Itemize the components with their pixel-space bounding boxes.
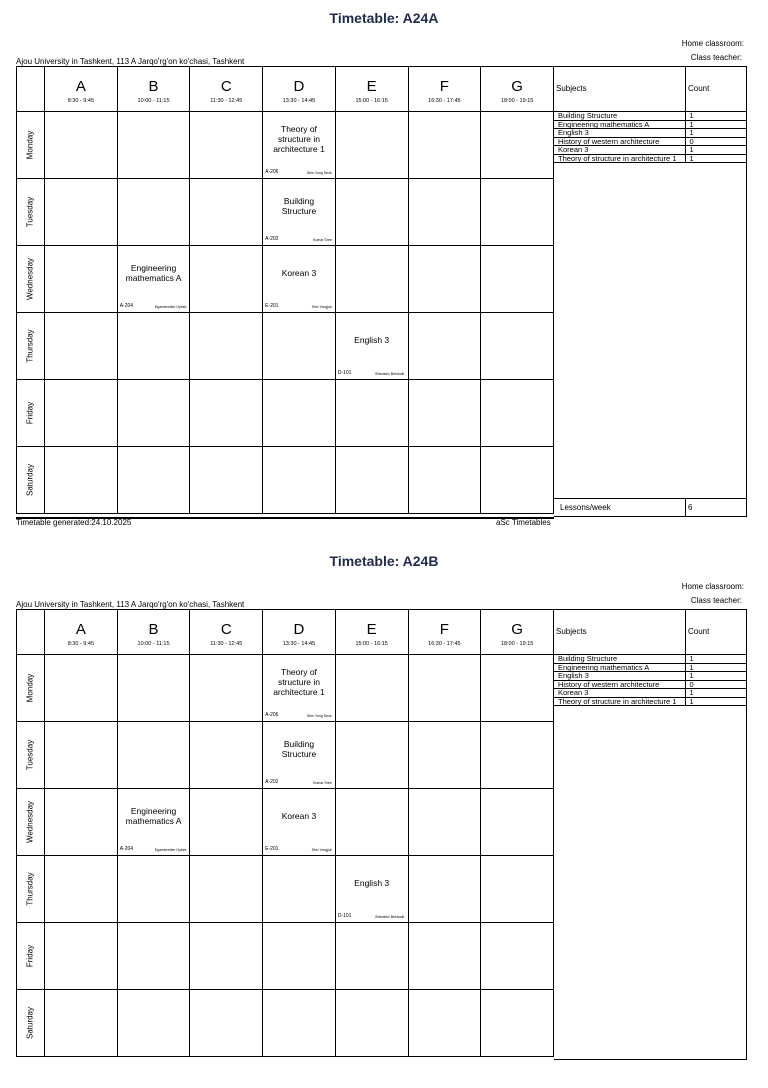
lesson-subject: English 3 — [354, 335, 390, 345]
period-time: 18:00 - 19:15 — [500, 98, 534, 104]
subject-row — [554, 154, 746, 163]
subjects-header: Subjects — [556, 84, 587, 93]
subject-count: 1 — [685, 129, 746, 138]
period-time: 13:30 - 14:45 — [282, 641, 316, 647]
lesson-card[interactable] — [263, 789, 336, 856]
subject-name: Korean 3 — [554, 689, 685, 698]
period-header-row — [17, 67, 554, 112]
lesson-card[interactable] — [263, 655, 336, 722]
slot-cell — [45, 246, 118, 313]
slot-cell — [190, 990, 263, 1057]
day-row-monday — [17, 112, 554, 179]
slot-cell — [408, 179, 481, 246]
subject-row — [554, 112, 746, 120]
slot-cell — [45, 179, 118, 246]
slot-cell — [263, 856, 336, 923]
subject-name: English 3 — [554, 672, 685, 681]
slot-cell — [45, 112, 118, 179]
slot-cell — [117, 722, 190, 789]
slot-cell — [263, 380, 336, 447]
period-time: 11:30 - 12:45 — [210, 641, 243, 647]
slot-cell — [117, 313, 190, 380]
period-e — [335, 610, 408, 655]
lesson-teacher: Shin Yongjuk — [311, 848, 332, 852]
subject-name: History of western architecture — [554, 680, 685, 689]
slot-cell — [335, 112, 408, 179]
day-row-wednesday — [17, 789, 554, 856]
software-credit: aSc Timetables — [496, 518, 551, 527]
lesson-room: D-101 — [337, 370, 352, 376]
lesson-room: A-202 — [265, 779, 279, 785]
lesson-subject: English 3 — [354, 878, 390, 888]
period-time: 15:00 - 16:15 — [355, 98, 388, 104]
day-label-cell — [17, 789, 45, 856]
slot-cell — [481, 447, 554, 514]
subject-name: Building Structure — [554, 112, 685, 120]
slot-cell — [481, 179, 554, 246]
day-label-cell — [17, 923, 45, 990]
period-letter: C — [220, 621, 232, 638]
day-label-cell — [17, 447, 45, 514]
slot-cell — [117, 990, 190, 1057]
lesson-card[interactable] — [117, 789, 190, 856]
lesson-teacher: Egamberdiev Oybek — [154, 305, 187, 309]
slot-cell — [481, 655, 554, 722]
slot-cell — [117, 923, 190, 990]
subject-count: 1 — [685, 112, 746, 120]
lesson-subject: Korean 3 — [281, 268, 317, 278]
lesson-subject: Building Structure — [281, 739, 317, 759]
period-d — [263, 610, 336, 655]
period-letter: E — [366, 621, 377, 638]
subjects-header: Subjects — [556, 627, 587, 636]
period-c — [190, 610, 263, 655]
day-label: Saturday — [25, 1006, 35, 1040]
lesson-room: A-206 — [265, 169, 279, 175]
day-label-cell — [17, 179, 45, 246]
slot-cell — [45, 313, 118, 380]
period-time: 10:00 - 11:15 — [137, 641, 170, 647]
day-label: Thursday — [25, 329, 35, 363]
slot-cell — [190, 447, 263, 514]
day-row-thursday — [17, 856, 554, 923]
slot-cell — [408, 447, 481, 514]
period-time: 16:30 - 17:45 — [428, 98, 461, 104]
day-row-saturday — [17, 990, 554, 1057]
subject-row — [554, 680, 746, 689]
class-teacher-label: Class teacher: — [690, 53, 742, 62]
lesson-card[interactable] — [263, 112, 336, 179]
period-b — [117, 610, 190, 655]
subject-count: 0 — [685, 680, 746, 689]
lessons-week-value: 6 — [688, 503, 693, 512]
lesson-subject: Building Structure — [281, 196, 317, 216]
period-letter: G — [511, 621, 523, 638]
lesson-room: E-201 — [265, 303, 279, 309]
slot-cell — [408, 990, 481, 1057]
day-label-cell — [17, 856, 45, 923]
lesson-teacher: Egamberdiev Oybek — [154, 848, 187, 852]
slot-cell — [263, 923, 336, 990]
corner-cell — [17, 610, 45, 655]
period-e — [335, 67, 408, 112]
lesson-subject: Korean 3 — [281, 811, 317, 821]
slot-cell — [190, 246, 263, 313]
subject-count: 0 — [685, 137, 746, 146]
day-row-wednesday — [17, 246, 554, 313]
period-time: 10:00 - 11:15 — [137, 98, 170, 104]
slot-cell — [408, 313, 481, 380]
generated-date: Timetable generated:24.10.2025 — [16, 518, 132, 527]
period-letter: D — [293, 621, 305, 638]
slot-cell — [263, 447, 336, 514]
day-row-thursday — [17, 313, 554, 380]
slot-cell — [481, 313, 554, 380]
slot-cell — [263, 313, 336, 380]
lesson-subject: Theory of structure in architecture 1 — [273, 124, 325, 154]
day-label-cell — [17, 722, 45, 789]
subject-row — [554, 663, 746, 672]
subject-row — [554, 655, 746, 663]
lesson-teacher: Kumar Sree — [313, 781, 332, 785]
slot-cell — [45, 722, 118, 789]
slot-cell — [45, 380, 118, 447]
corner-cell — [17, 67, 45, 112]
slot-cell — [335, 179, 408, 246]
lesson-teacher: Shin Yongjuk — [311, 305, 332, 309]
slot-cell — [335, 447, 408, 514]
slot-cell — [45, 655, 118, 722]
day-label-cell — [17, 990, 45, 1057]
lessons-week-label: Lessons/week — [560, 503, 611, 512]
class-teacher-label: Class teacher: — [690, 596, 742, 605]
subjects-panel — [554, 66, 747, 517]
slot-cell — [335, 246, 408, 313]
slot-cell — [190, 923, 263, 990]
period-letter: A — [75, 78, 86, 95]
slot-cell — [45, 856, 118, 923]
slot-cell — [117, 655, 190, 722]
slot-cell — [408, 789, 481, 856]
period-f — [408, 67, 481, 112]
subjects-table — [554, 655, 746, 706]
subject-row — [554, 120, 746, 129]
period-time: 15:00 - 16:15 — [355, 641, 388, 647]
count-header: Count — [688, 627, 710, 636]
day-row-friday — [17, 380, 554, 447]
period-c — [190, 67, 263, 112]
period-a — [45, 67, 118, 112]
subject-name: Theory of structure in architecture 1 — [554, 697, 685, 706]
subject-name: English 3 — [554, 129, 685, 138]
period-time: 16:30 - 17:45 — [428, 641, 461, 647]
slot-cell — [117, 112, 190, 179]
slot-cell — [190, 789, 263, 856]
day-label: Monday — [25, 673, 35, 703]
lesson-subject: Engineering mathematics A — [125, 806, 182, 826]
slot-cell — [335, 923, 408, 990]
subject-count: 1 — [685, 154, 746, 163]
timetable-grid — [16, 609, 554, 1057]
lesson-card[interactable] — [263, 722, 336, 789]
slot-cell — [481, 990, 554, 1057]
slot-cell — [481, 380, 554, 447]
subject-row — [554, 129, 746, 138]
day-label-cell — [17, 112, 45, 179]
slot-cell — [190, 179, 263, 246]
subject-count: 1 — [685, 146, 746, 155]
day-row-tuesday — [17, 179, 554, 246]
slot-cell — [190, 112, 263, 179]
slot-cell — [408, 380, 481, 447]
period-d — [263, 67, 336, 112]
timetable-a24b — [0, 543, 768, 1088]
slot-cell — [408, 246, 481, 313]
lesson-card[interactable] — [335, 856, 408, 923]
day-label-cell — [17, 655, 45, 722]
slot-cell — [408, 923, 481, 990]
subject-count: 1 — [685, 120, 746, 129]
day-label-cell — [17, 313, 45, 380]
subject-count: 1 — [685, 689, 746, 698]
slot-cell — [335, 380, 408, 447]
home-classroom-label: Home classroom: — [681, 39, 744, 48]
day-row-saturday — [17, 447, 554, 514]
period-f — [408, 610, 481, 655]
period-letter: B — [148, 78, 159, 95]
period-header-row — [17, 610, 554, 655]
lesson-teacher: Kumar Sree — [313, 238, 332, 242]
slot-cell — [335, 722, 408, 789]
day-label: Wednesday — [25, 257, 35, 301]
lesson-room: D-101 — [337, 913, 352, 919]
slot-cell — [190, 655, 263, 722]
lesson-room: A-204 — [119, 303, 134, 309]
lesson-teacher: Sheraliev Bekhodir — [375, 372, 405, 376]
subject-row — [554, 146, 746, 155]
lessons-week-row — [554, 498, 746, 517]
slot-cell — [408, 856, 481, 923]
slot-cell — [408, 112, 481, 179]
slot-cell — [481, 112, 554, 179]
subjects-table — [554, 112, 746, 163]
subject-count: 1 — [685, 697, 746, 706]
period-letter: C — [220, 78, 232, 95]
day-label: Thursday — [25, 872, 35, 906]
institution-address: Ajou University in Tashkent, 113 A Jarqo'rg'on ko'chasi, Tashkent — [16, 57, 245, 66]
day-row-tuesday — [17, 722, 554, 789]
subject-count: 1 — [685, 672, 746, 681]
lesson-room: A-206 — [265, 712, 279, 718]
day-label: Wednesday — [25, 800, 35, 844]
lesson-teacher: Shin Yung Seok — [306, 714, 332, 718]
period-letter: B — [148, 621, 159, 638]
lesson-card[interactable] — [263, 179, 336, 246]
period-g — [481, 67, 554, 112]
lesson-card[interactable] — [335, 313, 408, 380]
period-g — [481, 610, 554, 655]
slot-cell — [190, 722, 263, 789]
slot-cell — [45, 789, 118, 856]
period-letter: D — [293, 78, 305, 95]
period-b — [117, 67, 190, 112]
slot-cell — [263, 990, 336, 1057]
subject-name: Building Structure — [554, 655, 685, 663]
slot-cell — [408, 655, 481, 722]
subject-row — [554, 137, 746, 146]
period-time: 18:00 - 19:15 — [500, 641, 534, 647]
lesson-room: A-202 — [265, 236, 279, 242]
period-a — [45, 610, 118, 655]
period-time: 13:30 - 14:45 — [282, 98, 316, 104]
day-label: Friday — [25, 944, 35, 968]
home-classroom-label: Home classroom: — [681, 582, 744, 591]
subject-row — [554, 672, 746, 681]
lesson-card[interactable] — [117, 246, 190, 313]
day-label-cell — [17, 380, 45, 447]
slot-cell — [190, 380, 263, 447]
period-letter: E — [366, 78, 377, 95]
institution-address: Ajou University in Tashkent, 113 A Jarqo'rg'on ko'chasi, Tashkent — [16, 600, 245, 609]
day-label: Tuesday — [25, 739, 35, 771]
period-letter: F — [439, 78, 449, 95]
period-time: 8:30 - 9:45 — [67, 641, 94, 647]
slot-cell — [45, 923, 118, 990]
subject-row — [554, 689, 746, 698]
subject-name: Engineering mathematics A — [554, 120, 685, 129]
timetable-title: Timetable: A24A — [329, 10, 439, 26]
period-time: 8:30 - 9:45 — [67, 98, 94, 104]
slot-cell — [481, 856, 554, 923]
subjects-panel — [554, 609, 747, 1060]
period-letter: F — [439, 621, 449, 638]
slot-cell — [45, 990, 118, 1057]
timetable-grid — [16, 66, 554, 514]
slot-cell — [335, 655, 408, 722]
day-label: Saturday — [25, 463, 35, 497]
day-row-monday — [17, 655, 554, 722]
subject-name: Theory of structure in architecture 1 — [554, 154, 685, 163]
lesson-subject: Theory of structure in architecture 1 — [273, 667, 325, 697]
subject-name: Engineering mathematics A — [554, 663, 685, 672]
lesson-room: E-201 — [265, 846, 279, 852]
period-time: 11:30 - 12:45 — [210, 98, 243, 104]
slot-cell — [481, 722, 554, 789]
lesson-teacher: Sheraliev Bekhodir — [375, 915, 405, 919]
day-label-cell — [17, 246, 45, 313]
slot-cell — [481, 789, 554, 856]
day-row-friday — [17, 923, 554, 990]
timetable-title: Timetable: A24B — [329, 553, 439, 569]
day-label: Monday — [25, 130, 35, 160]
slot-cell — [481, 246, 554, 313]
slot-cell — [335, 990, 408, 1057]
count-header: Count — [688, 84, 710, 93]
lesson-teacher: Shin Yung Seok — [306, 171, 332, 175]
subject-count: 1 — [685, 663, 746, 672]
period-letter: G — [511, 78, 523, 95]
lesson-subject: Engineering mathematics A — [125, 263, 182, 283]
slot-cell — [408, 722, 481, 789]
slot-cell — [190, 313, 263, 380]
slot-cell — [45, 447, 118, 514]
slot-cell — [335, 789, 408, 856]
slot-cell — [190, 856, 263, 923]
subject-count: 1 — [685, 655, 746, 663]
slot-cell — [117, 856, 190, 923]
slot-cell — [481, 923, 554, 990]
lesson-room: A-204 — [119, 846, 134, 852]
subject-row — [554, 697, 746, 706]
slot-cell — [117, 380, 190, 447]
day-label: Friday — [25, 401, 35, 425]
day-label: Tuesday — [25, 196, 35, 228]
lesson-card[interactable] — [263, 246, 336, 313]
subject-name: Korean 3 — [554, 146, 685, 155]
period-letter: A — [75, 621, 86, 638]
slot-cell — [117, 447, 190, 514]
slot-cell — [117, 179, 190, 246]
subject-name: History of western architecture — [554, 137, 685, 146]
